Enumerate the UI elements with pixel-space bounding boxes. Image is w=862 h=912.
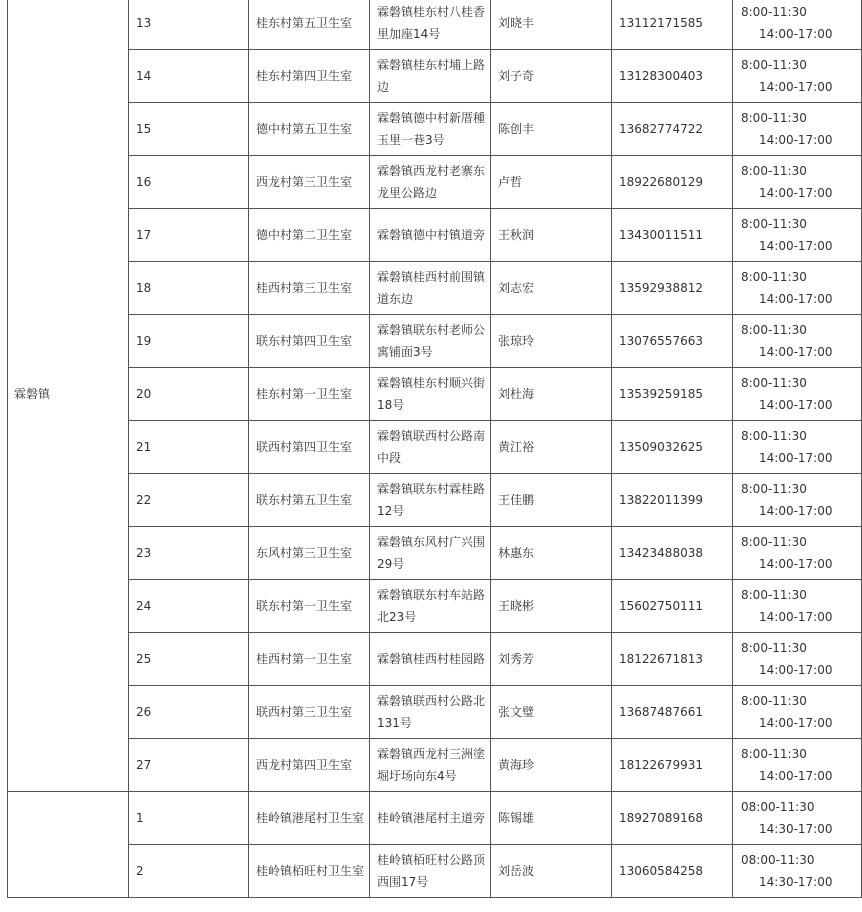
table-row	[8, 527, 862, 580]
row-number: 14	[129, 50, 249, 103]
phone-number: 13430011511	[612, 209, 733, 262]
clinic-address: 桂岭镇港尾村主道旁	[370, 792, 491, 845]
contact-person: 黄江裕	[491, 421, 612, 474]
phone-number: 13509032625	[612, 421, 733, 474]
clinic-address: 霖磐镇东风村广兴围29号	[370, 527, 491, 580]
opening-hours	[733, 156, 862, 209]
row-number: 20	[129, 368, 249, 421]
row-number: 27	[129, 739, 249, 792]
phone-number: 13592938812	[612, 262, 733, 315]
phone-number: 15602750111	[612, 580, 733, 633]
row-number: 25	[129, 633, 249, 686]
afternoon-hours: 14:00-17:00	[759, 80, 833, 94]
opening-hours	[733, 792, 862, 845]
contact-person: 刘秀芳	[491, 633, 612, 686]
afternoon-hours: 14:00-17:00	[759, 557, 833, 571]
afternoon-hours: 14:00-17:00	[759, 345, 833, 359]
phone-number: 18122679931	[612, 739, 733, 792]
row-number: 13	[129, 0, 249, 50]
table-row	[8, 0, 862, 50]
contact-person: 陈锡雄	[491, 792, 612, 845]
table-row	[8, 103, 862, 156]
clinic-name: 东风村第三卫生室	[249, 527, 370, 580]
clinic-address: 霖磐镇西龙村三洲塗堀圩场向东4号	[370, 739, 491, 792]
clinic-name: 桂东村第五卫生室	[249, 0, 370, 50]
clinic-name: 桂东村第一卫生室	[249, 368, 370, 421]
clinic-name: 桂西村第一卫生室	[249, 633, 370, 686]
clinic-name: 桂岭镇港尾村卫生室	[249, 792, 370, 845]
morning-hours: 8:00-11:30	[741, 5, 807, 19]
morning-hours: 8:00-11:30	[741, 111, 807, 125]
afternoon-hours: 14:00-17:00	[759, 769, 833, 783]
table-row	[8, 421, 862, 474]
row-number: 16	[129, 156, 249, 209]
opening-hours	[733, 0, 862, 50]
opening-hours	[733, 527, 862, 580]
opening-hours	[733, 368, 862, 421]
row-number: 24	[129, 580, 249, 633]
clinic-address: 霖磐镇联东村老师公寓铺面3号	[370, 315, 491, 368]
row-number: 1	[129, 792, 249, 845]
morning-hours: 8:00-11:30	[741, 217, 807, 231]
table-row	[8, 262, 862, 315]
clinic-address: 霖磐镇联西村公路南中段	[370, 421, 491, 474]
phone-number: 13682774722	[612, 103, 733, 156]
clinic-address: 霖磐镇联东村车站路北23号	[370, 580, 491, 633]
row-number: 18	[129, 262, 249, 315]
contact-person: 刘晓丰	[491, 0, 612, 50]
table-row	[8, 845, 862, 898]
afternoon-hours: 14:00-17:00	[759, 504, 833, 518]
afternoon-hours: 14:00-17:00	[759, 716, 833, 730]
opening-hours	[733, 686, 862, 739]
clinic-address: 霖磐镇德中村新厝種玉里一巷3号	[370, 103, 491, 156]
clinic-name: 联西村第三卫生室	[249, 686, 370, 739]
clinic-address: 霖磐镇德中村镇道旁	[370, 209, 491, 262]
afternoon-hours: 14:00-17:00	[759, 239, 833, 253]
opening-hours	[733, 580, 862, 633]
contact-person: 陈创丰	[491, 103, 612, 156]
clinic-address: 霖磐镇桂西村桂园路	[370, 633, 491, 686]
clinic-name: 联东村第四卫生室	[249, 315, 370, 368]
table-row	[8, 315, 862, 368]
morning-hours: 8:00-11:30	[741, 164, 807, 178]
row-number: 19	[129, 315, 249, 368]
morning-hours: 08:00-11:30	[741, 853, 815, 867]
afternoon-hours: 14:30-17:00	[759, 822, 833, 836]
afternoon-hours: 14:00-17:00	[759, 398, 833, 412]
opening-hours	[733, 633, 862, 686]
clinic-name: 桂东村第四卫生室	[249, 50, 370, 103]
row-number: 15	[129, 103, 249, 156]
contact-person: 王晓彬	[491, 580, 612, 633]
row-number: 2	[129, 845, 249, 898]
contact-person: 卢哲	[491, 156, 612, 209]
opening-hours	[733, 103, 862, 156]
opening-hours	[733, 50, 862, 103]
phone-number: 18922680129	[612, 156, 733, 209]
phone-number: 13423488038	[612, 527, 733, 580]
afternoon-hours: 14:00-17:00	[759, 610, 833, 624]
clinic-address: 霖磐镇联东村霖桂路12号	[370, 474, 491, 527]
morning-hours: 8:00-11:30	[741, 641, 807, 655]
phone-number: 13076557663	[612, 315, 733, 368]
phone-number: 13687487661	[612, 686, 733, 739]
opening-hours	[733, 262, 862, 315]
afternoon-hours: 14:00-17:00	[759, 663, 833, 677]
table-row	[8, 156, 862, 209]
opening-hours	[733, 845, 862, 898]
contact-person: 王佳鹏	[491, 474, 612, 527]
clinic-address: 霖磐镇桂西村前围镇道东边	[370, 262, 491, 315]
phone-number: 13539259185	[612, 368, 733, 421]
clinic-name: 西龙村第四卫生室	[249, 739, 370, 792]
contact-person: 刘志宏	[491, 262, 612, 315]
phone-number: 13112171585	[612, 0, 733, 50]
row-number: 21	[129, 421, 249, 474]
contact-person: 张琼玲	[491, 315, 612, 368]
contact-person: 刘子奇	[491, 50, 612, 103]
morning-hours: 8:00-11:30	[741, 535, 807, 549]
phone-number: 18122671813	[612, 633, 733, 686]
clinic-address: 霖磐镇西龙村老寨东龙里公路边	[370, 156, 491, 209]
morning-hours: 8:00-11:30	[741, 588, 807, 602]
table-row	[8, 739, 862, 792]
table-row	[8, 633, 862, 686]
row-number: 22	[129, 474, 249, 527]
contact-person: 刘杜海	[491, 368, 612, 421]
morning-hours: 8:00-11:30	[741, 747, 807, 761]
clinic-name: 西龙村第三卫生室	[249, 156, 370, 209]
opening-hours	[733, 421, 862, 474]
contact-person: 张文璧	[491, 686, 612, 739]
clinic-table	[7, 0, 862, 898]
clinic-name: 德中村第二卫生室	[249, 209, 370, 262]
clinic-address: 霖磐镇桂东村八桂香里加座14号	[370, 0, 491, 50]
town-cell: 霖磐镇	[8, 0, 129, 792]
phone-number: 18927089168	[612, 792, 733, 845]
table-row	[8, 686, 862, 739]
afternoon-hours: 14:30-17:00	[759, 875, 833, 889]
morning-hours: 8:00-11:30	[741, 376, 807, 390]
contact-person: 林惠东	[491, 527, 612, 580]
phone-number: 13060584258	[612, 845, 733, 898]
clinic-address: 霖磐镇桂东村顺兴街18号	[370, 368, 491, 421]
clinic-name: 联西村第四卫生室	[249, 421, 370, 474]
row-number: 26	[129, 686, 249, 739]
afternoon-hours: 14:00-17:00	[759, 186, 833, 200]
clinic-name: 联东村第五卫生室	[249, 474, 370, 527]
morning-hours: 8:00-11:30	[741, 270, 807, 284]
contact-person: 王秋润	[491, 209, 612, 262]
clinic-address: 桂岭镇栢旺村公路顶西围17号	[370, 845, 491, 898]
opening-hours	[733, 315, 862, 368]
opening-hours	[733, 739, 862, 792]
afternoon-hours: 14:00-17:00	[759, 451, 833, 465]
afternoon-hours: 14:00-17:00	[759, 133, 833, 147]
table-row	[8, 209, 862, 262]
morning-hours: 8:00-11:30	[741, 323, 807, 337]
town-cell	[8, 792, 129, 898]
clinic-table-body	[8, 0, 862, 898]
morning-hours: 8:00-11:30	[741, 58, 807, 72]
clinic-name: 德中村第五卫生室	[249, 103, 370, 156]
table-row	[8, 368, 862, 421]
table-row	[8, 474, 862, 527]
morning-hours: 08:00-11:30	[741, 800, 815, 814]
morning-hours: 8:00-11:30	[741, 482, 807, 496]
clinic-name: 桂岭镇栢旺村卫生室	[249, 845, 370, 898]
phone-number: 13822011399	[612, 474, 733, 527]
phone-number: 13128300403	[612, 50, 733, 103]
morning-hours: 8:00-11:30	[741, 429, 807, 443]
table-row	[8, 50, 862, 103]
table-row	[8, 792, 862, 845]
afternoon-hours: 14:00-17:00	[759, 292, 833, 306]
morning-hours: 8:00-11:30	[741, 694, 807, 708]
clinic-address: 霖磐镇桂东村埔上路边	[370, 50, 491, 103]
opening-hours	[733, 474, 862, 527]
contact-person: 刘岳波	[491, 845, 612, 898]
opening-hours	[733, 209, 862, 262]
clinic-name: 桂西村第三卫生室	[249, 262, 370, 315]
table-row	[8, 580, 862, 633]
contact-person: 黄海珍	[491, 739, 612, 792]
row-number: 23	[129, 527, 249, 580]
afternoon-hours: 14:00-17:00	[759, 27, 833, 41]
clinic-name: 联东村第一卫生室	[249, 580, 370, 633]
row-number: 17	[129, 209, 249, 262]
clinic-address: 霖磐镇联西村公路北131号	[370, 686, 491, 739]
